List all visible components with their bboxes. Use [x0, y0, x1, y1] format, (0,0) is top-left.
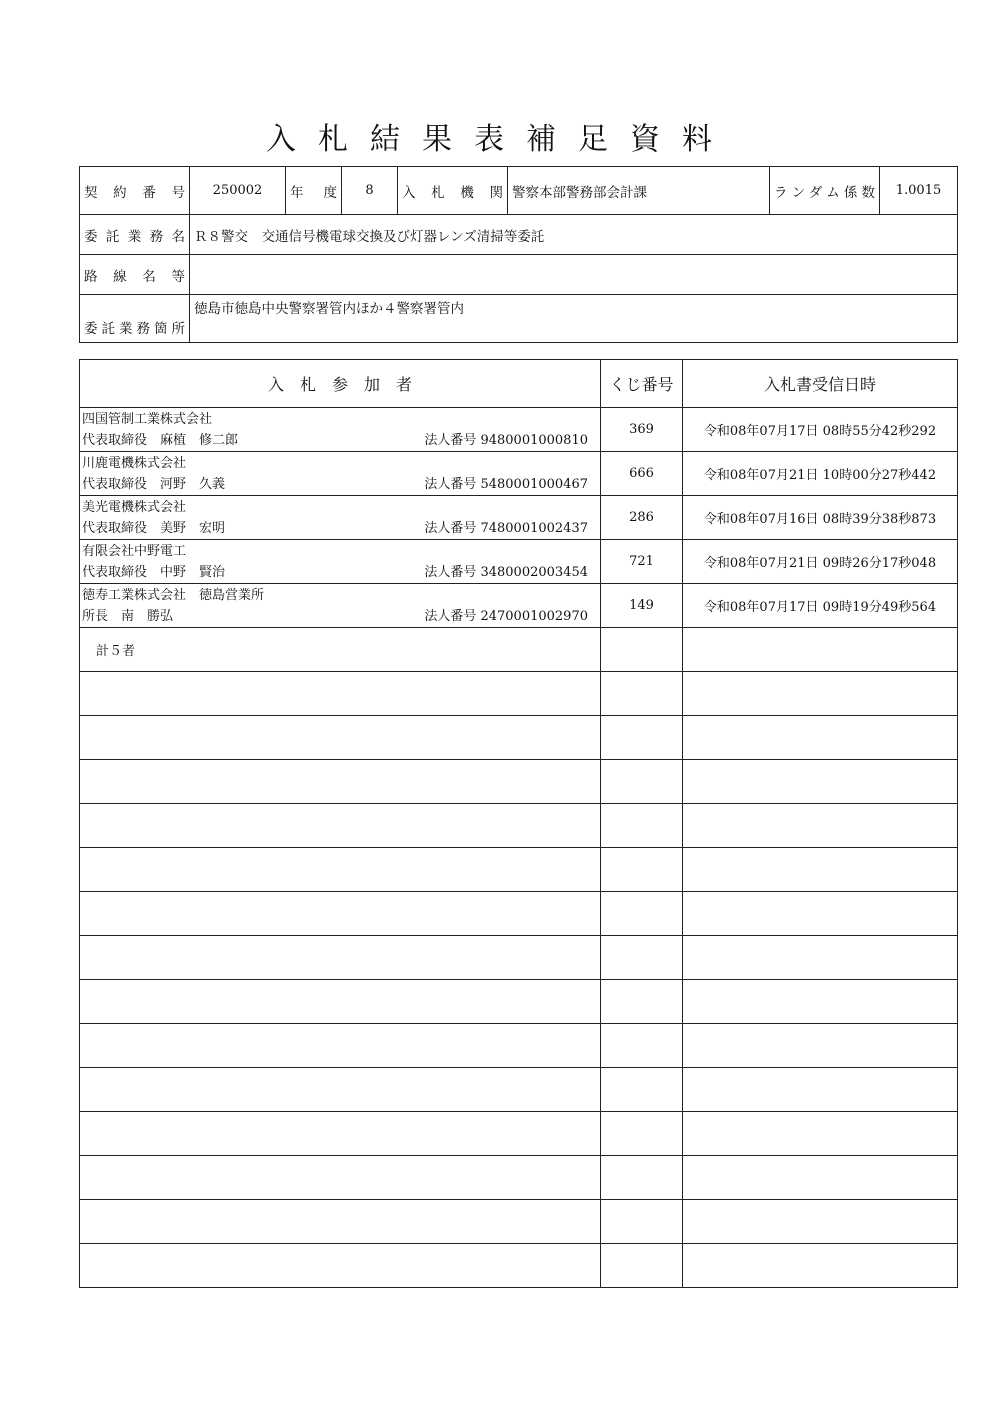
year-label: 年度: [286, 167, 342, 215]
agency-label: 入札機関: [398, 167, 508, 215]
header-bidders: 入 札 参 加 者: [80, 360, 601, 408]
empty-cell: [601, 980, 683, 1024]
empty-cell: [80, 936, 601, 980]
bidder-corporate-number: 法人番号 7480001002437: [424, 520, 588, 536]
empty-cell: [601, 716, 683, 760]
bidder-company: 徳寿工業株式会社 徳島営業所: [82, 587, 265, 603]
empty-cell: [683, 1244, 958, 1288]
bidder-representative: 代表取締役 麻植 修二郎: [82, 432, 239, 448]
bidder-details: [82, 606, 598, 627]
empty-row: [80, 804, 958, 848]
bidder-company: 有限会社中野電工: [82, 543, 187, 559]
bidder-row: [80, 408, 958, 452]
lottery-number: 369: [601, 408, 683, 452]
empty-cell: [601, 1112, 683, 1156]
received-datetime: 令和08年07月21日 10時00分27秒442: [683, 452, 958, 496]
total-count: 計５者: [80, 628, 601, 672]
bidders-table: [79, 359, 958, 1288]
received-datetime: 令和08年07月21日 09時26分17秒048: [683, 540, 958, 584]
empty-row: [80, 892, 958, 936]
lottery-number: 286: [601, 496, 683, 540]
empty-cell: [80, 1244, 601, 1288]
empty-row: [80, 1024, 958, 1068]
bidder-details: [82, 430, 598, 451]
empty-cell: [80, 848, 601, 892]
empty-cell: [683, 716, 958, 760]
empty-cell: [683, 1112, 958, 1156]
empty-row: [80, 1156, 958, 1200]
bidder-representative: 代表取締役 河野 久義: [82, 476, 226, 492]
empty-cell: [601, 672, 683, 716]
empty-cell: [683, 936, 958, 980]
bidder-representative: 代表取締役 美野 宏明: [82, 520, 226, 536]
received-datetime: 令和08年07月17日 08時55分42秒292: [683, 408, 958, 452]
bidder-company: 四国管制工業株式会社: [82, 411, 213, 427]
empty-cell: [601, 760, 683, 804]
empty-row: [80, 1068, 958, 1112]
year-value: 8: [342, 167, 398, 215]
empty-cell: [683, 892, 958, 936]
empty-cell: [601, 848, 683, 892]
bidder-cell: [80, 452, 601, 496]
empty-cell: [601, 936, 683, 980]
empty-cell: [601, 804, 683, 848]
bidder-corporate-number: 法人番号 3480002003454: [424, 564, 588, 580]
empty-row: [80, 848, 958, 892]
empty-cell: [80, 1024, 601, 1068]
bidder-row: [80, 584, 958, 628]
bidder-company: 川鹿電機株式会社: [82, 455, 187, 471]
lottery-number: 666: [601, 452, 683, 496]
empty-row: [80, 716, 958, 760]
bidder-cell: [80, 584, 601, 628]
empty-cell: [683, 1024, 958, 1068]
lottery-number: 721: [601, 540, 683, 584]
bidder-representative: 所長 南 勝弘: [82, 608, 174, 624]
bidder-company: 美光電機株式会社: [82, 499, 187, 515]
empty-cell: [601, 1200, 683, 1244]
received-datetime: 令和08年07月16日 08時39分38秒873: [683, 496, 958, 540]
empty-row: [80, 936, 958, 980]
lottery-number: 149: [601, 584, 683, 628]
empty-cell: [80, 1068, 601, 1112]
location-value: 徳島市徳島中央警察署管内ほか４警察署管内: [190, 295, 958, 343]
bidder-row: [80, 540, 958, 584]
empty-cell: [601, 628, 683, 672]
random-coefficient-label: ランダム係数: [770, 167, 880, 215]
empty-cell: [683, 1200, 958, 1244]
empty-cell: [80, 980, 601, 1024]
empty-cell: [601, 1068, 683, 1112]
empty-row: [80, 980, 958, 1024]
route-label: 路線名等: [80, 255, 190, 295]
bidder-details: [82, 518, 598, 539]
empty-cell: [80, 716, 601, 760]
bidder-row: [80, 452, 958, 496]
bidder-cell: [80, 540, 601, 584]
empty-cell: [683, 804, 958, 848]
empty-cell: [80, 672, 601, 716]
empty-cell: [80, 804, 601, 848]
bidder-cell: [80, 408, 601, 452]
business-name-label: 委託業務名: [80, 215, 190, 255]
empty-row: [80, 1112, 958, 1156]
total-row: [80, 628, 958, 672]
bidder-corporate-number: 法人番号 2470001002970: [424, 608, 588, 624]
header-received-datetime: 入札書受信日時: [683, 360, 958, 408]
empty-cell: [80, 1200, 601, 1244]
empty-cell: [80, 892, 601, 936]
received-datetime: 令和08年07月17日 09時19分49秒564: [683, 584, 958, 628]
empty-row: [80, 1244, 958, 1288]
empty-cell: [601, 1244, 683, 1288]
contract-no-value: 250002: [190, 167, 286, 215]
empty-cell: [683, 672, 958, 716]
empty-cell: [601, 1156, 683, 1200]
business-name-value: Ｒ８警交 交通信号機電球交換及び灯器レンズ清掃等委託: [190, 215, 958, 255]
empty-cell: [683, 980, 958, 1024]
route-value: [190, 255, 958, 295]
empty-cell: [683, 760, 958, 804]
location-label: 委託業務箇所: [80, 295, 190, 343]
bidder-corporate-number: 法人番号 9480001000810: [424, 432, 588, 448]
bidder-cell: [80, 496, 601, 540]
empty-cell: [80, 1156, 601, 1200]
empty-cell: [683, 1068, 958, 1112]
empty-row: [80, 672, 958, 716]
agency-value: 警察本部警務部会計課: [508, 167, 770, 215]
bidder-details: [82, 474, 598, 495]
empty-row: [80, 1200, 958, 1244]
empty-cell: [80, 760, 601, 804]
page-title: 入札結果表補足資料: [266, 122, 734, 157]
bidder-row: [80, 496, 958, 540]
empty-cell: [683, 1156, 958, 1200]
empty-cell: [601, 892, 683, 936]
bidder-corporate-number: 法人番号 5480001000467: [424, 476, 588, 492]
empty-cell: [683, 848, 958, 892]
empty-cell: [601, 1024, 683, 1068]
empty-row: [80, 760, 958, 804]
contract-no-label: 契約番号: [80, 167, 190, 215]
empty-cell: [683, 628, 958, 672]
header-lottery-no: くじ番号: [601, 360, 683, 408]
bidder-details: [82, 562, 598, 583]
bidder-representative: 代表取締役 中野 賢治: [82, 564, 226, 580]
contract-info-table: [79, 166, 958, 343]
empty-cell: [80, 1112, 601, 1156]
random-coefficient-value: 1.0015: [880, 167, 958, 215]
